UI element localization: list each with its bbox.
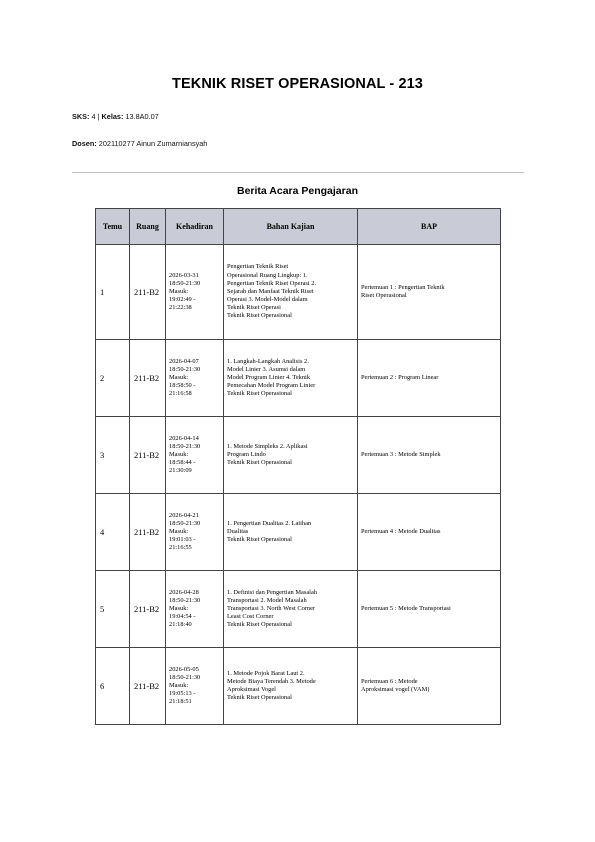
bahan-line: Aproksimasi Vogel — [227, 686, 276, 693]
bahan-line: 1. Langkah-Langkah Analisis 2. — [227, 357, 309, 365]
kehadiran-schedule: 18:50-21:30 — [169, 279, 201, 287]
kehadiran-label: Masuk: — [169, 604, 189, 612]
table-row — [96, 571, 501, 648]
cell-temu: 2 — [96, 340, 130, 417]
bap-line: Pertemuan 4 : Metode Dualitas — [361, 527, 441, 535]
kelas-label: Kelas: — [101, 112, 124, 121]
header-bap: BAP — [358, 209, 501, 245]
kehadiran-schedule: 18:50-21:30 — [169, 673, 201, 681]
cell-ruang: 211-B2 — [130, 571, 166, 648]
cell-temu: 6 — [96, 648, 130, 725]
cell-temu: 1 — [96, 245, 130, 340]
cell-bap — [358, 571, 501, 648]
table-row — [96, 245, 501, 340]
kehadiran-out: 21:18:51 — [169, 698, 192, 706]
bahan-line: Model Program Linier 4. Teknik — [227, 373, 311, 381]
table-row — [96, 648, 501, 725]
bahan-line: Transportasi 2. Model Masalah — [227, 596, 307, 604]
cell-temu: 4 — [96, 494, 130, 571]
kehadiran-date: 2026-04-07 — [169, 357, 199, 365]
bahan-line: Operasi 3. Model-Model dalam — [227, 296, 308, 304]
cell-kehadiran — [166, 648, 224, 725]
bahan-line: 1. Definisi dan Pengertian Masalah — [227, 588, 317, 596]
course-info — [72, 112, 159, 121]
cell-bap — [358, 245, 501, 340]
kehadiran-in: 19:04:54 - — [169, 613, 196, 621]
bap-line: Pertemuan 6 : Metode — [361, 677, 418, 685]
bahan-line: 1. Pengertian Dualitas 2. Latihan — [227, 519, 312, 527]
bahan-line: Teknik Riset Operasional — [227, 459, 292, 467]
bahan-line: Teknik Riset Operasional — [227, 536, 292, 544]
header-bahan-kajian: Bahan Kajian — [224, 209, 358, 245]
kehadiran-in: 18:58:50 - — [169, 382, 196, 390]
kehadiran-date: 2026-04-21 — [169, 511, 199, 519]
bap-line: Pertemuan 5 : Metode Transportasi — [361, 604, 451, 612]
sks-label: SKS: — [72, 112, 90, 121]
kehadiran-schedule: 18:50-21:30 — [169, 596, 201, 604]
cell-bahan-kajian — [224, 417, 358, 494]
kehadiran-out: 21:16:55 — [169, 544, 192, 552]
bap-line: Aproksimasi vogel (VAM) — [361, 686, 430, 693]
dosen-label: Dosen: — [72, 139, 97, 148]
cell-bahan-kajian — [224, 494, 358, 571]
bahan-line: Transportasi 3. North West Corner — [227, 604, 316, 612]
dosen-value: 202110277 Ainun Zumarniansyah — [98, 139, 208, 148]
cell-kehadiran — [166, 340, 224, 417]
cell-bap — [358, 417, 501, 494]
kehadiran-label: Masuk: — [169, 527, 189, 535]
header-temu: Temu — [96, 209, 130, 245]
cell-kehadiran — [166, 494, 224, 571]
bap-line: Pertemuan 1 : Pengertian Teknik — [361, 283, 445, 291]
bahan-line: Operasional Ruang Lingkup: 1. — [227, 271, 308, 279]
bahan-line: Pengertian Teknik Riset — [227, 263, 289, 271]
bap-line: Riset Operasional — [361, 292, 407, 299]
bahan-line: Teknik Riset Operasional — [227, 621, 292, 629]
kehadiran-date: 2026-03-31 — [169, 271, 199, 279]
table-header-row — [96, 209, 501, 245]
kehadiran-label: Masuk: — [169, 287, 189, 295]
bahan-line: 1. Metode Simpleks 2. Aplikasi — [227, 442, 308, 450]
kehadiran-in: 19:05:13 - — [169, 690, 196, 698]
header-ruang: Ruang — [130, 209, 166, 245]
bahan-line: Pemecahan Model Program Linier — [227, 382, 316, 390]
cell-kehadiran — [166, 417, 224, 494]
bap-line: Pertemuan 2 : Program Linear — [361, 373, 439, 381]
bahan-line: Dualitas — [227, 527, 249, 535]
cell-ruang: 211-B2 — [130, 340, 166, 417]
kehadiran-date: 2026-05-05 — [169, 665, 199, 673]
cell-bahan-kajian — [224, 648, 358, 725]
kehadiran-label: Masuk: — [169, 681, 189, 689]
sks-value: 4 — [91, 112, 96, 121]
bahan-line: Teknik Riset Operasional — [227, 390, 292, 398]
bahan-line: Teknik Riset Operasi — [227, 304, 281, 312]
bahan-line: Metode Biaya Terendah 3. Metode — [227, 677, 316, 685]
kehadiran-schedule: 18:50-21:30 — [169, 365, 201, 373]
cell-ruang: 211-B2 — [130, 245, 166, 340]
bap-line: Pertemuan 3 : Metode Simplek — [361, 450, 441, 458]
page-title: TEKNIK RISET OPERASIONAL - 213 — [172, 76, 423, 92]
cell-temu: 3 — [96, 417, 130, 494]
kehadiran-label: Masuk: — [169, 450, 189, 458]
kehadiran-in: 19:01:03 - — [169, 536, 196, 544]
lecturer-info — [72, 139, 207, 148]
kehadiran-out: 21:30:09 — [169, 467, 192, 475]
kehadiran-date: 2026-04-28 — [169, 588, 199, 596]
kehadiran-out: 21:18:40 — [169, 621, 192, 629]
attendance-table — [95, 208, 501, 725]
kehadiran-date: 2026-04-14 — [169, 434, 199, 442]
kehadiran-out: 21:16:58 — [169, 390, 192, 398]
kehadiran-out: 21:22:38 — [169, 304, 192, 312]
kehadiran-in: 18:58:44 - — [169, 459, 196, 467]
cell-kehadiran — [166, 245, 224, 340]
kehadiran-schedule: 18:50-21:30 — [169, 519, 201, 527]
cell-bap — [358, 494, 501, 571]
table-row — [96, 417, 501, 494]
kehadiran-in: 19:02:49 - — [169, 296, 196, 304]
cell-temu: 5 — [96, 571, 130, 648]
cell-bap — [358, 648, 501, 725]
bahan-line: Least Cost Corner — [227, 613, 274, 621]
kehadiran-schedule: 18:50-21:30 — [169, 442, 201, 450]
bahan-line: 1. Metode Pojok Barat Laut 2. — [227, 669, 305, 677]
bahan-line: Model Linier 3. Asumsi dalam — [227, 365, 306, 373]
divider — [72, 172, 524, 173]
kehadiran-label: Masuk: — [169, 373, 189, 381]
table-row — [96, 494, 501, 571]
cell-ruang: 211-B2 — [130, 648, 166, 725]
bahan-line: Sejarah dan Manfaat Teknik Riset — [227, 287, 314, 295]
cell-ruang: 211-B2 — [130, 417, 166, 494]
cell-bap — [358, 340, 501, 417]
header-kehadiran: Kehadiran — [166, 209, 224, 245]
bahan-line: Teknik Riset Operasional — [227, 312, 292, 320]
cell-bahan-kajian — [224, 571, 358, 648]
bahan-line: Teknik Riset Operasional — [227, 694, 292, 702]
bahan-line: Pengertian Teknik Riset Operasi 2. — [227, 279, 317, 287]
cell-bahan-kajian — [224, 340, 358, 417]
cell-kehadiran — [166, 571, 224, 648]
cell-ruang: 211-B2 — [130, 494, 166, 571]
section-title: Berita Acara Pengajaran — [236, 185, 358, 197]
table-row — [96, 340, 501, 417]
cell-bahan-kajian — [224, 245, 358, 340]
separator: | — [97, 112, 100, 121]
bahan-line: Program Lindo — [227, 450, 266, 458]
kelas-value: 13.8A0.07 — [125, 112, 159, 121]
